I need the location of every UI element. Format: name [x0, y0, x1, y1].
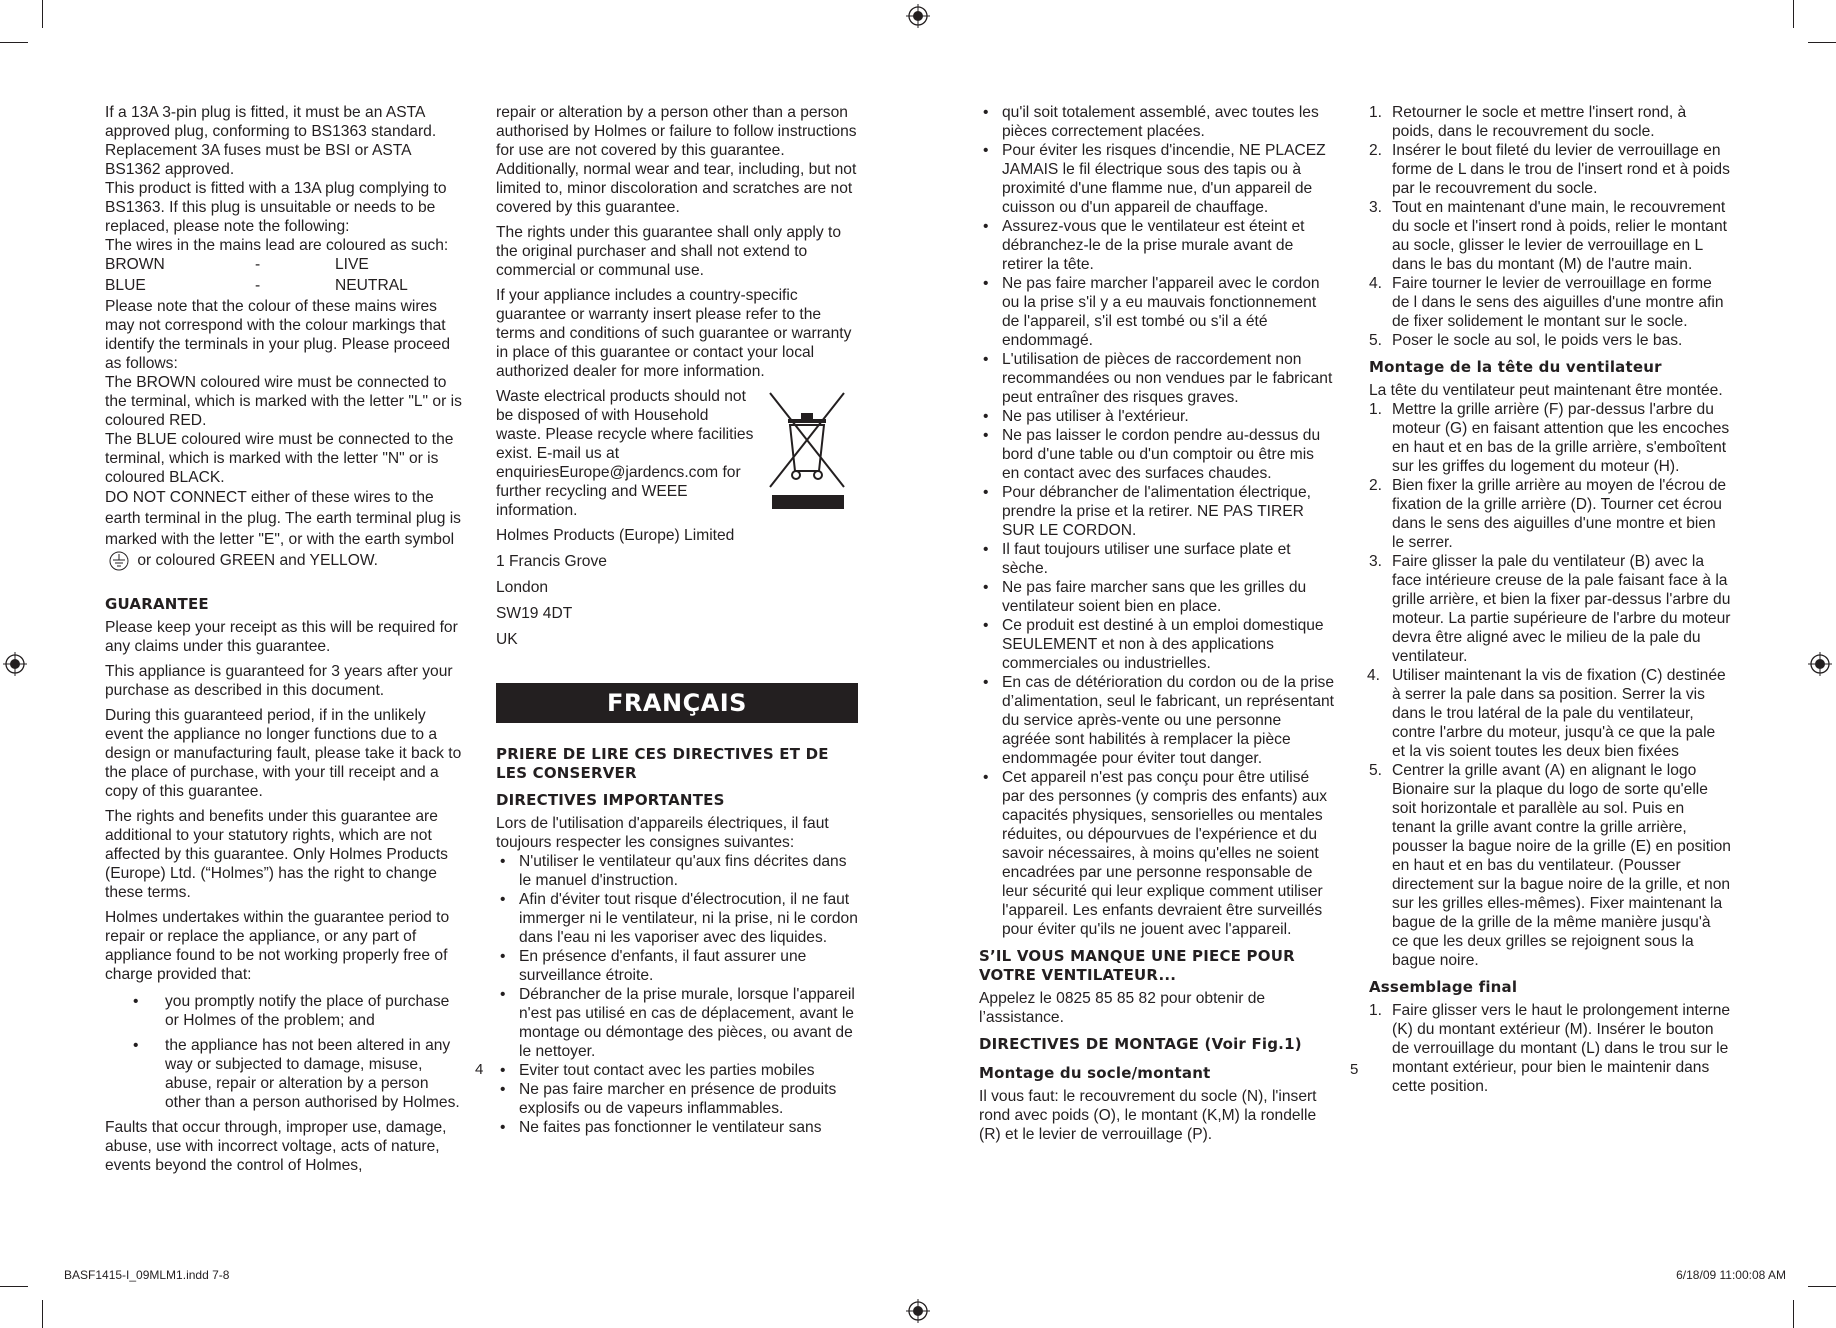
wire-dash: -: [255, 277, 261, 294]
list-item: • En présence d'enfants, il faut assurer une surveillance étroite.: [496, 947, 858, 985]
wire-colour: BROWN: [105, 256, 165, 273]
list-item-continued: • qu'il soit totalement assemblé, avec toutes les pièces correctement placées.: [979, 103, 1334, 141]
list-item: 5. Centrer la grille avant (A) en alignant le logo Bionaire sur la plaque du logo de sorte qu'elle soit horizontale et parallèle au sol. Puis en tenant la grille avant contre la grille arrière, pousser la bague noire de la grille (E) en position en haut et en bas du ventilateur. (Pousser directement sur la bague noire de la grille, et non sur les grilles elles-mêmes). Fixer maintenant la bague de la grille de la même manière jusqu'à ce que les deux grilles se rejoignent sous la bague noire.: [1369, 762, 1731, 969]
weee-block: [496, 387, 858, 526]
list-item: 3. Faire glisser la pale du ventilateur (B) avec la face intérieure creuse de la pale faisant face à la grille arrière, et bien la fixer par-dessus l'arbre du moteur. La partie supérieure de l'arbre du moteur devra être aligné avec le milieu de la pale du ventilateur.: [1369, 553, 1731, 665]
list-item: • you promptly notify the place of purchase or Holmes of the problem; and: [105, 992, 465, 1030]
plug-paragraph: The BLUE coloured wire must be connected to the terminal, which is marked with the letter "N" or is coloured BLACK.: [105, 431, 454, 486]
earth-text-a: DO NOT CONNECT either of these wires to the earth terminal in the plug. The earth terminal plug is marked with the letter "E", or with the earth symbol: [105, 489, 461, 548]
crop-mark: [1808, 1286, 1836, 1287]
language-banner: FRANÇAIS: [496, 683, 858, 723]
wire-role: LIVE: [335, 256, 369, 273]
wire-row: [105, 255, 465, 274]
list-item: • Pour éviter les risques d'incendie, NE PLACEZ JAMAIS le fil électrique sous des tapis ou à proximité d'une flamme nue, d'un appareil de cuisson ou d'un appareil de chauffage.: [979, 141, 1334, 217]
crop-mark: [1808, 42, 1836, 43]
plug-paragraph: If a 13A 3-pin plug is fitted, it must be an ASTA approved plug, conforming to BS1363 standard. Replacement 3A fuses must be BSI or ASTA BS1362 approved.: [105, 104, 437, 178]
guarantee-paragraph: Holmes undertakes within the guarantee period to repair or replace the appliance, or any part of appliance found to be not working properly free of charge provided that:: [105, 909, 450, 983]
safety-list: [979, 103, 1334, 939]
list-item: • the appliance has not been altered in any way or subjected to damage, misuse, abuse, repair or alteration by a person other than a person authorised by Holmes.: [105, 1036, 465, 1112]
list-item: • Ne pas faire marcher en présence de produits explosifs ou de vapeurs inflammables.: [496, 1080, 858, 1118]
intro-paragraph: Lors de l'utilisation d'appareils électriques, il faut toujours respecter les consignes suivantes:: [496, 815, 829, 851]
registration-mark-icon: [1808, 652, 1832, 676]
guarantee-paragraph: If your appliance includes a country-specific guarantee or warranty insert please refer to the terms and conditions of such guarantee or warranty in place of this guarantee or contact your local authorized dealer for more information.: [496, 287, 852, 380]
section-heading: DIRECTIVES DE MONTAGE (Voir Fig.1): [979, 1035, 1302, 1053]
section-heading: S’IL VOUS MANQUE UNE PIECE POUR VOTRE VENTILATEUR...: [979, 947, 1295, 984]
address-line: Holmes Products (Europe) Limited: [496, 527, 735, 544]
intro-paragraph: La tête du ventilateur peut maintenant être montée.: [1369, 382, 1723, 399]
final-steps-list: [1369, 1001, 1731, 1096]
list-item: 1. Mettre la grille arrière (F) par-dessus l'arbre du moteur (G) en faisant attention que les encoches en haut et en bas de la grille arrière, s'emboîtent sur les griffes du logement du moteur (H).: [1369, 401, 1730, 475]
crossed-bin-icon: [768, 391, 846, 511]
list-item: • Ne pas utiliser à l'extérieur.: [979, 407, 1334, 426]
list-item: 5. Poser le socle au sol, le poids vers le bas.: [1369, 332, 1683, 349]
list-item: • En cas de détérioration du cordon ou de la prise d’alimentation, seul le fabricant, un représentant du service après-vente ou une personne agréée sont habilités à remplacer la pièce endommagée pour éviter tout danger.: [979, 673, 1334, 768]
guarantee-paragraph: The rights under this guarantee shall only apply to the original purchaser and shall not extend to commercial or communal use.: [496, 224, 842, 279]
subsection-heading: Montage de la tête du ventilateur: [1369, 358, 1662, 376]
wire-dash: -: [255, 256, 261, 273]
missing-part-paragraph: Appelez le 0825 85 85 82 pour obtenir de l’assistance.: [979, 990, 1266, 1026]
safety-list: [496, 852, 858, 1137]
list-item: • L'utilisation de pièces de raccordement non recommandées ou non vendues par le fabricant peut entraîner des risques graves.: [979, 350, 1334, 407]
crop-mark: [42, 0, 43, 28]
crop-mark: [1793, 0, 1794, 28]
plug-paragraph: The wires in the mains lead are coloured as such:: [105, 237, 449, 254]
guarantee-paragraph: repair or alteration by a person other than a person authorised by Holmes or failure to follow instructions for use are not covered by this guarantee. Additionally, normal wear and tear, including, but not limited to, minor discoloration and scratches are not covered by this guarantee.: [496, 104, 857, 216]
section-heading: DIRECTIVES IMPORTANTES: [496, 791, 725, 809]
plug-paragraph: This product is fitted with a 13A plug complying to BS1363. If this plug is unsuitable or needs to be replaced, please note the following:: [105, 180, 447, 235]
list-item: • Débrancher de la prise murale, lorsque l'appareil n'est pas utilisé en cas de déplacement, avant le montage ou démontage des pièces, ou avant de le nettoyer.: [496, 985, 858, 1061]
socle-paragraph: Il vous faut: le recouvrement du socle (N), l'insert rond avec poids (O), le montant (K,M) la rondelle (R) et le levier de verrouillage (P).: [979, 1088, 1317, 1143]
registration-mark-icon: [906, 4, 930, 28]
plug-paragraph: The BROWN coloured wire must be connected to the terminal, which is marked with the letter "L" or is coloured RED.: [105, 374, 462, 429]
wire-role: NEUTRAL: [335, 277, 408, 294]
crop-mark: [42, 1300, 43, 1328]
registration-mark-icon: [3, 652, 27, 676]
guarantee-paragraph: The rights and benefits under this guarantee are additional to your statutory rights, which are not affected by this guarantee. Only Holmes Products (Europe) Ltd. (“Holmes”) has the right to change these terms.: [105, 808, 448, 901]
guarantee-paragraph: Please keep your receipt as this will be required for any claims under this guarantee.: [105, 619, 458, 655]
wire-colour: BLUE: [105, 277, 146, 294]
earth-text-b: or coloured GREEN and YELLOW.: [137, 552, 379, 569]
slug-timestamp: 6/18/09 11:00:08 AM: [1676, 1268, 1786, 1282]
list-item: 4. Faire tourner le levier de verrouillage en forme de l dans le sens des aiguilles d'une montre afin de fixer solidement le montant sur le socle.: [1369, 275, 1724, 330]
list-item: • Afin d'éviter tout risque d'électrocution, il ne faut immerger ni le ventilateur, ni la prise, ni le cordon dans l'eau ni les vaporiser avec des liquides.: [496, 890, 858, 947]
weee-icon-wrapper: [768, 387, 858, 526]
guarantee-paragraph: During this guaranteed period, if in the unlikely event the appliance no longer functions due to a design or manufacturing fault, please take it back to the place of purchase, with your till receipt and a copy of this guarantee.: [105, 707, 462, 800]
page-number-left: 4: [475, 1061, 484, 1078]
crop-mark: [0, 1286, 28, 1287]
left-page-column-1: [105, 103, 465, 1181]
address-line: SW19 4DT: [496, 605, 573, 622]
list-item: • Assurez-vous que le ventilateur est éteint et débranchez-le de la prise murale avant de retirer la tête.: [979, 217, 1334, 274]
guarantee-paragraph: Faults that occur through, improper use, damage, abuse, use with incorrect voltage, acts of nature, events beyond the control of Holmes,: [105, 1119, 447, 1174]
list-item: • Pour débrancher de l'alimentation électrique, prendre la prise et la retirer. NE PAS TIRER SUR LE CORDON.: [979, 483, 1334, 540]
list-item: • Ne pas laisser le cordon pendre au-dessus du bord d'une table ou d'un comptoir ou être mis en contact avec des surfaces chaudes.: [979, 426, 1334, 483]
list-item: 4. Utiliser maintenant la vis de fixation (C) destinée à serrer la pale dans sa position. Serrer la vis dans le trou latéral de la pale du ventilateur, contre l'arbre du moteur, jusqu'à ce que la pale et la vis soient toutes les deux bien fixées: [1367, 667, 1726, 760]
page-number-right: 5: [1350, 1061, 1359, 1078]
right-page-column-1: [979, 103, 1334, 1150]
slug-filename: BASF1415-I_09MLM1.indd 7-8: [64, 1268, 230, 1282]
address-line: London: [496, 579, 549, 596]
address-line: UK: [496, 631, 518, 648]
list-item: 1. Faire glisser vers le haut le prolongement interne (K) du montant extérieur (M). Insérer le bouton de verrouillage du montant (L) dans le trou sur le montant extérieur, pour bien le maintenir dans cette position.: [1369, 1002, 1731, 1095]
plug-paragraph: Please note that the colour of these mains wires may not correspond with the colour markings that identify the terminals in your plug. Please proceed as follows:: [105, 298, 450, 372]
guarantee-heading: GUARANTEE: [105, 595, 209, 613]
right-page-column-2: [1369, 103, 1731, 1100]
earth-symbol-icon: [109, 551, 129, 571]
list-item: 2. Bien fixer la grille arrière au moyen de l'écrou de fixation de la grille arrière (D). Tourner cet écrou dans le sens des aiguilles d'une montre et bien le serrer.: [1369, 477, 1727, 551]
address-line: 1 Francis Grove: [496, 553, 607, 570]
earth-paragraph: [105, 487, 465, 571]
guarantee-paragraph: This appliance is guaranteed for 3 years after your purchase as described in this document.: [105, 663, 453, 699]
section-heading: PRIERE DE LIRE CES DIRECTIVES ET DE LES CONSERVER: [496, 745, 829, 782]
list-item: • Ne faites pas fonctionner le ventilateur sans: [496, 1118, 858, 1137]
subsection-heading: Montage du socle/montant: [979, 1064, 1211, 1082]
crop-mark: [0, 42, 28, 43]
list-item: • Eviter tout contact avec les parties mobiles: [496, 1061, 858, 1080]
list-item: • Ne pas faire marcher sans que les grilles du ventilateur soient bien en place.: [979, 578, 1334, 616]
socle-steps-list: [1369, 103, 1731, 350]
list-item: 3. Tout en maintenant d'une main, le recouvrement du socle et l'insert rond à poids, relier le montant au socle, glisser le levier de verrouillage en L dans le bas du montant (M) de l'autre main.: [1369, 199, 1727, 273]
guarantee-conditions-list: [105, 992, 465, 1112]
subsection-heading: Assemblage final: [1369, 978, 1518, 996]
list-item: • N'utiliser le ventilateur qu'aux fins décrites dans le manuel d'instruction.: [496, 852, 858, 890]
list-item: 1. Retourner le socle et mettre l'insert rond, à poids, dans le recouvrement du socle.: [1369, 104, 1687, 140]
list-item: • Ne pas faire marcher l'appareil avec le cordon ou la prise s'il y a eu mauvais fonctionnement de l'appareil, s'il est tombé ou s'il a été endommagé.: [979, 274, 1334, 350]
tete-steps-list: [1369, 400, 1731, 970]
crop-mark: [1793, 1300, 1794, 1328]
registration-mark-icon: [906, 1299, 930, 1323]
list-item: • Ce produit est destiné à un emploi domestique SEULEMENT et non à des applications commerciales ou industrielles.: [979, 616, 1334, 673]
list-item: 2. Insérer le bout fileté du levier de verrouillage en forme de L dans le trou de l'insert rond et à poids par le recouvrement du socle.: [1369, 142, 1730, 197]
list-item: • Il faut toujours utiliser une surface plate et sèche.: [979, 540, 1334, 578]
left-page-column-2: [496, 103, 858, 1141]
wire-row: [105, 276, 465, 295]
list-item: • Cet appareil n'est pas conçu pour être utilisé par des personnes (y compris des enfants) aux capacités physiques, sensorielles ou mentales réduites, ou dépourvues de l'expérience et du savoir nécessaires, à moins qu'elles ne soient encadrées par une personne responsable de leur sécurité qui leur explique comment utiliser l'appareil. Les enfants devraient être surveillés pour éviter qu'ils ne jouent avec l'appareil.: [979, 768, 1334, 939]
weee-text: Waste electrical products should not be disposed of with Household waste. Please recycle where facilities exist. E-mail us at enquiriesEurope@jardencs.com for further recycling and WEEE information.: [496, 388, 754, 519]
